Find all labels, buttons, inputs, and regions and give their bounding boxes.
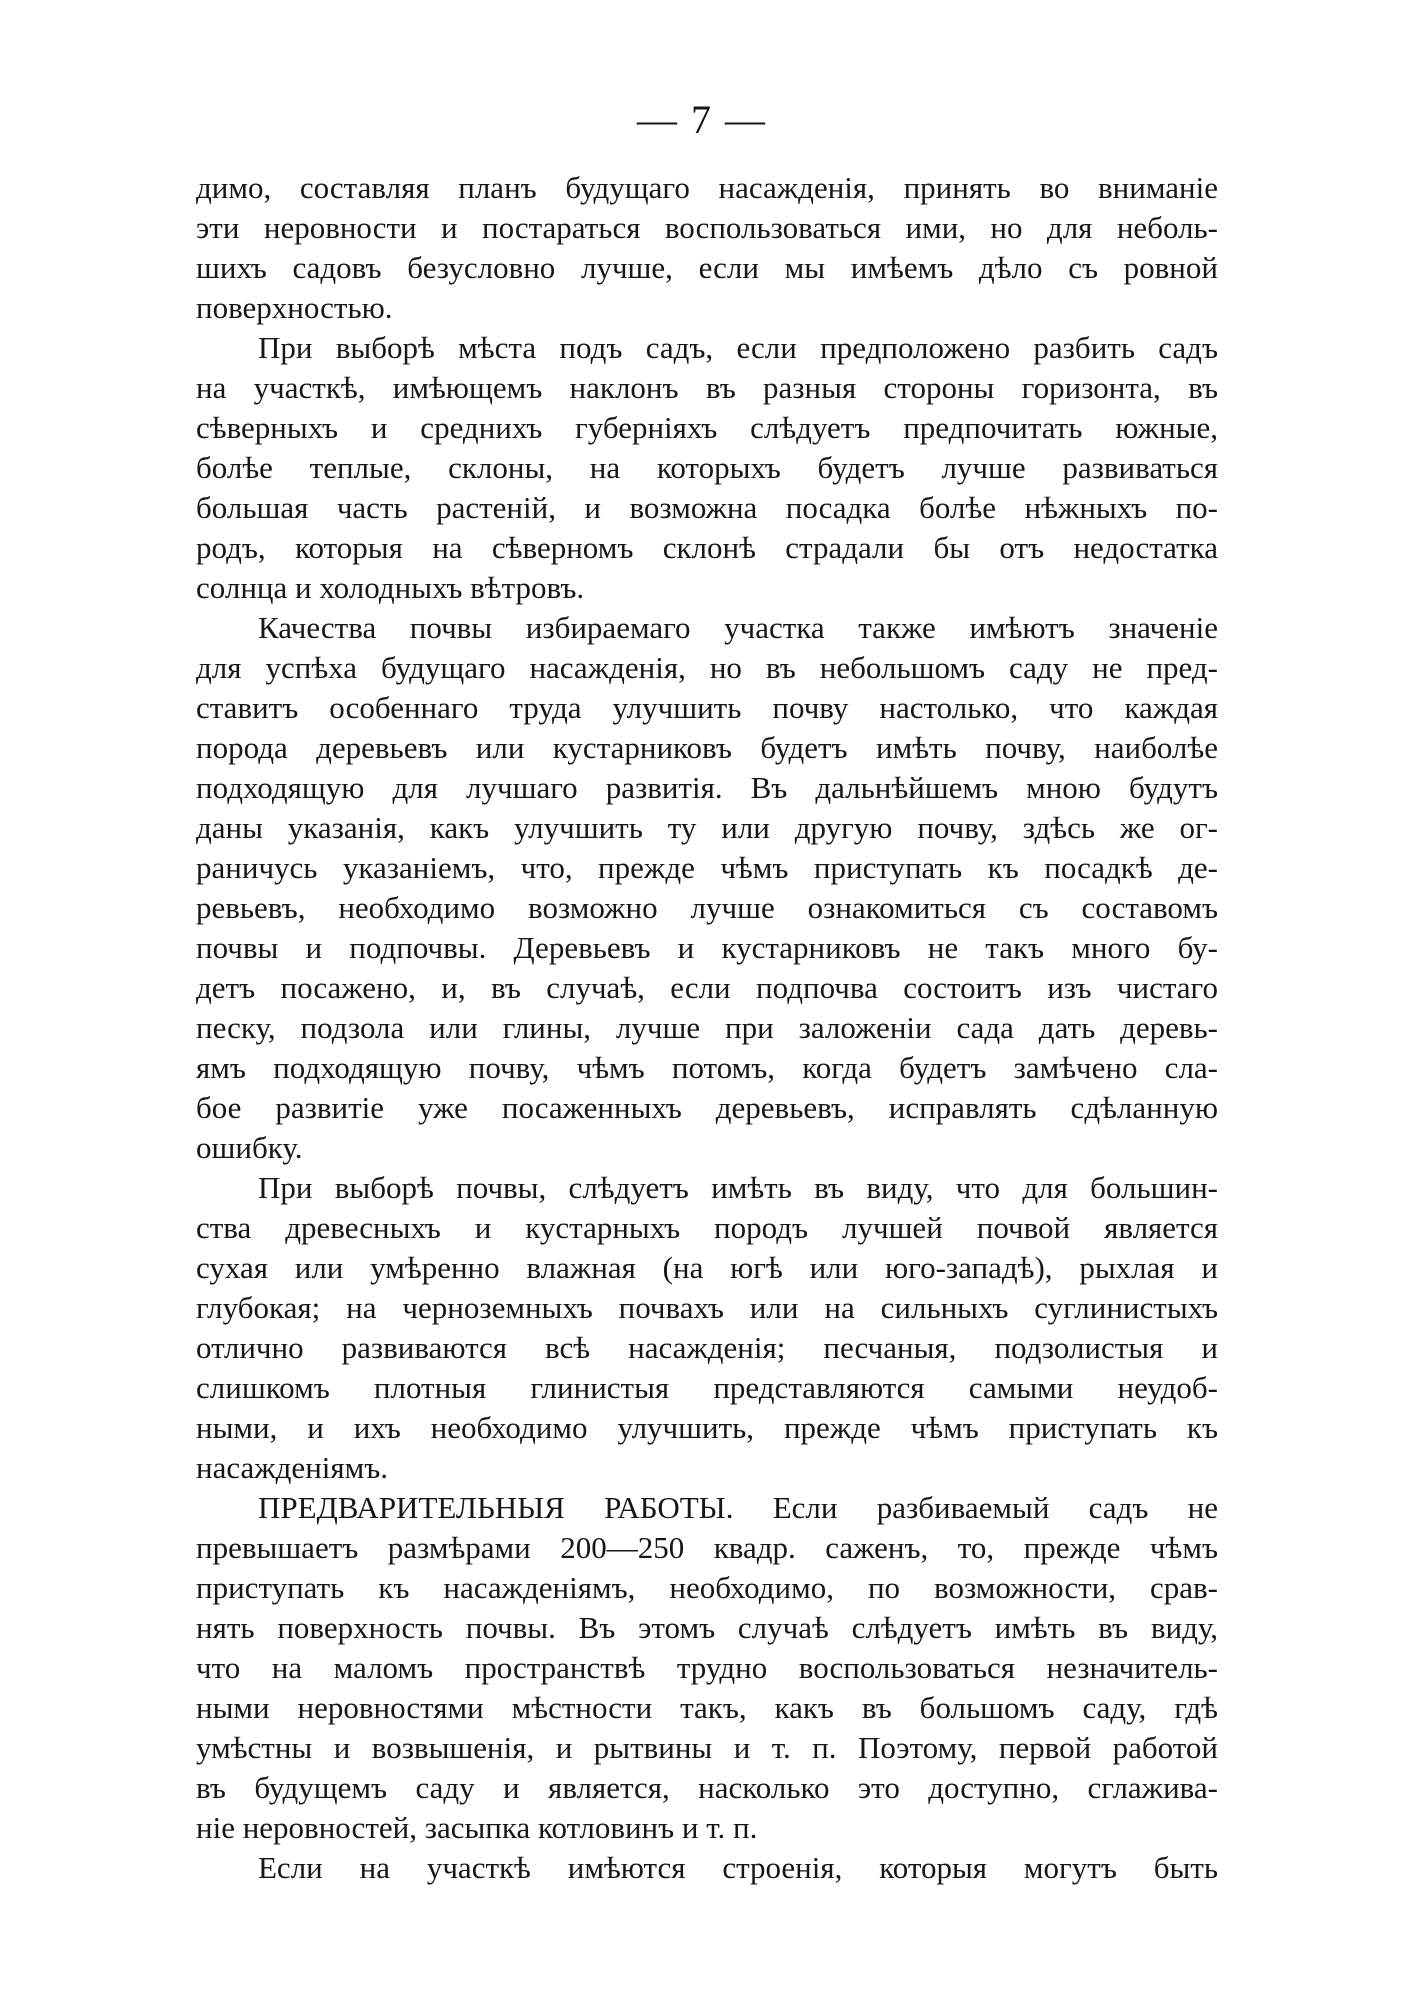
text-line: отлично развиваются всѣ насажденія; песчаныя, подзолистыя и: [196, 1330, 1218, 1365]
text-line: подходящую для лучшаго развитія. Въ дальнѣйшемъ мною будутъ: [196, 770, 1218, 805]
text-line: ошибку.: [196, 1130, 303, 1165]
text-line: глубокая; на черноземныхъ почвахъ или на сильныхъ суглинистыхъ: [196, 1290, 1218, 1325]
text-line: для успѣха будущаго насажденія, но въ небольшомъ саду не пред-: [196, 650, 1218, 685]
text-line: слишкомъ плотныя глинистыя представляются самыми неудоб-: [196, 1370, 1218, 1405]
text-line: бое развитіе уже посаженныхъ деревьевъ, исправлять сдѣланную: [196, 1090, 1218, 1125]
text-line: поверхностью.: [196, 290, 393, 325]
text-line: умѣстны и возвышенія, и рытвины и т. п. Поэтому, первой работой: [196, 1730, 1218, 1765]
text-line: При выборѣ мѣста подъ садъ, если предположено разбить садъ: [258, 330, 1218, 365]
text-line: даны указанія, какъ улучшить ту или другую почву, здѣсь же ог-: [196, 810, 1218, 845]
text-line: ными, и ихъ необходимо улучшить, прежде чѣмъ приступать къ: [196, 1410, 1218, 1445]
text-line: раничусь указаніемъ, что, прежде чѣмъ приступать къ посадкѣ де-: [196, 850, 1218, 885]
text-line: эти неровности и постараться воспользоваться ими, но для неболь-: [196, 210, 1218, 245]
text-line: ревьевъ, необходимо возможно лучше ознакомиться съ составомъ: [196, 890, 1218, 925]
text-line: нять поверхность почвы. Въ этомъ случаѣ слѣдуетъ имѣть въ виду,: [196, 1610, 1218, 1645]
text-line: шихъ садовъ безусловно лучше, если мы имѣемъ дѣло съ ровной: [196, 250, 1218, 285]
text-line: ніе неровностей, засыпка котловинъ и т. п.: [196, 1810, 758, 1845]
text-line: Если на участкѣ имѣются строенія, которыя могутъ быть: [258, 1850, 1218, 1885]
text-line: приступать къ насажденіямъ, необходимо, по возможности, срав-: [196, 1570, 1218, 1605]
text-line: родъ, которыя на сѣверномъ склонѣ страдали бы отъ недостатка: [196, 530, 1218, 565]
text-line: ПРЕДВАРИТЕЛЬНЫЯ РАБОТЫ. Если разбиваемый садъ не: [258, 1490, 1218, 1525]
text-line: детъ посажено, и, въ случаѣ, если подпочва состоитъ изъ чистаго: [196, 970, 1218, 1005]
text-line: на участкѣ, имѣющемъ наклонъ въ разныя стороны горизонта, въ: [196, 370, 1218, 405]
text-line: превышаетъ размѣрами 200—250 квадр. саженъ, то, прежде чѣмъ: [196, 1530, 1218, 1565]
text-line: въ будущемъ саду и является, насколько это доступно, сглажива-: [196, 1770, 1218, 1805]
text-line: песку, подзола или глины, лучше при заложеніи сада дать деревь-: [196, 1010, 1218, 1045]
text-line: солнца и холодныхъ вѣтровъ.: [196, 570, 585, 605]
text-line: насажденіямъ.: [196, 1450, 389, 1485]
text-line: ставитъ особеннаго труда улучшить почву настолько, что каждая: [196, 690, 1218, 725]
text-line: ямъ подходящую почву, чѣмъ потомъ, когда будетъ замѣчено сла-: [196, 1050, 1218, 1085]
text-line: сѣверныхъ и среднихъ губерніяхъ слѣдуетъ предпочитать южные,: [196, 410, 1218, 445]
text-line: ными неровностями мѣстности такъ, какъ въ большомъ саду, гдѣ: [196, 1690, 1218, 1725]
text-line: ства древесныхъ и кустарныхъ породъ лучшей почвой является: [196, 1210, 1218, 1245]
text-line: болѣе теплые, склоны, на которыхъ будетъ лучше развиваться: [196, 450, 1218, 485]
text-line: порода деревьевъ или кустарниковъ будетъ имѣть почву, наиболѣе: [196, 730, 1218, 765]
page-number: — 7 —: [637, 97, 767, 142]
text-line: почвы и подпочвы. Деревьевъ и кустарниковъ не такъ много бу-: [196, 930, 1218, 965]
text-line: большая часть растеній, и возможна посадка болѣе нѣжныхъ по-: [196, 490, 1218, 525]
text-line: что на маломъ пространствѣ трудно воспользоваться незначитель-: [196, 1650, 1218, 1685]
text-line: Качества почвы избираемаго участка также имѣютъ значеніе: [258, 610, 1218, 645]
text-line: При выборѣ почвы, слѣдуетъ имѣть въ виду, что для большин-: [258, 1170, 1218, 1205]
body-text: [196, 168, 1218, 1888]
text-line: димо, составляя планъ будущаго насажденія, принять во вниманіе: [196, 170, 1218, 205]
text-line: сухая или умѣренно влажная (на югѣ или юго-западѣ), рыхлая и: [196, 1250, 1218, 1285]
